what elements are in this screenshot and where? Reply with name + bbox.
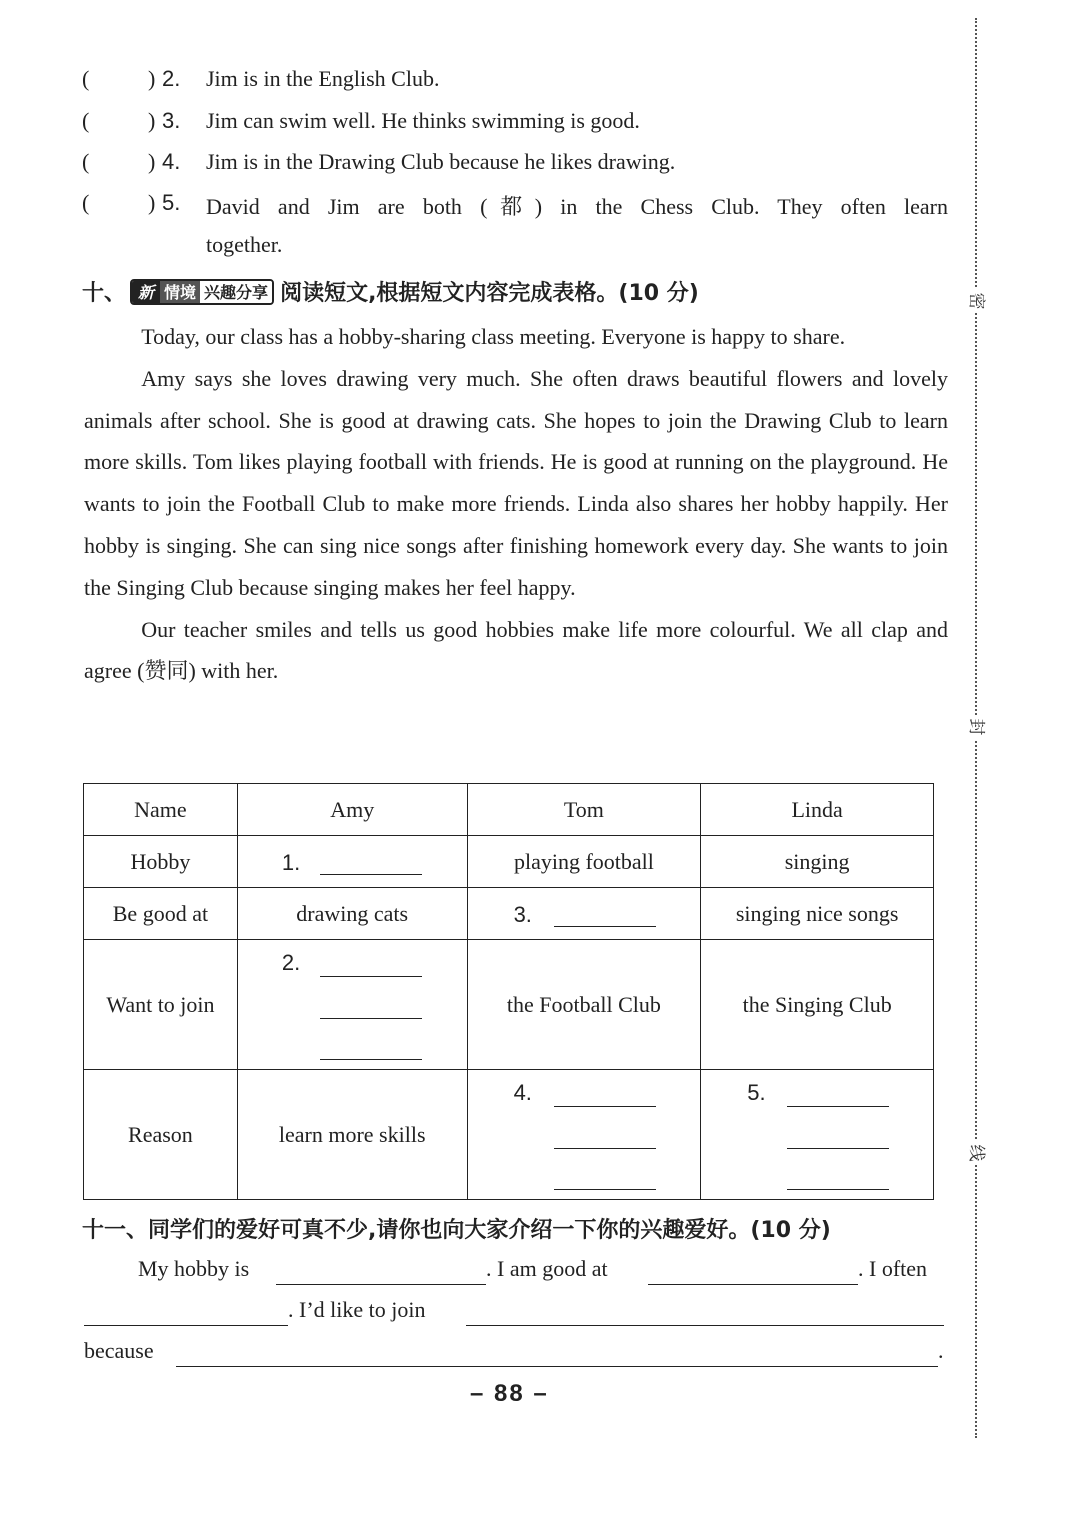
answer-line[interactable] (320, 1018, 422, 1019)
hobby-table (83, 783, 934, 1200)
answer-line[interactable] (787, 1189, 889, 1190)
item-number: 4. (162, 149, 181, 174)
tf-item-2 (82, 66, 948, 106)
table-cell: singing (701, 836, 934, 888)
blank-cell-1[interactable] (237, 836, 467, 888)
writing-text: . I’d like to join (288, 1297, 426, 1322)
writing-blank[interactable] (176, 1366, 938, 1367)
item-statement: Jim is in the Drawing Club because he likes drawing. (206, 149, 676, 174)
badge-context-label: 情境 (160, 281, 200, 303)
answer-paren-right: ) (148, 149, 156, 174)
section-number: 十、 (82, 281, 127, 306)
table-cell: the Football Club (467, 940, 701, 1070)
blank-number: 5. (747, 1080, 766, 1105)
tf-item-5 (82, 190, 948, 270)
margin-label-line: 线 (961, 1141, 991, 1165)
section-10-title (82, 276, 699, 307)
blank-number: 4. (513, 1080, 532, 1105)
row-label: Reason (84, 1070, 238, 1200)
answer-paren-left: ( (82, 149, 90, 174)
tf-item-3 (82, 108, 948, 148)
answer-line[interactable] (320, 1059, 422, 1060)
table-cell: drawing cats (237, 888, 467, 940)
blank-cell-5[interactable] (701, 1070, 934, 1200)
item-number: 3. (162, 108, 181, 133)
margin-label-seal: 密 (961, 289, 991, 313)
writing-text: My hobby is (138, 1256, 250, 1281)
header-cell: Tom (467, 784, 701, 836)
passage-paragraph-2: Amy says she loves drawing very much. She often draws beautiful flowers and lovely animals after school. She is good at drawing cats. She hopes to join the Drawing Club to learn more skills. Tom likes playing football with friends. He is good at running on the playground. He wants to join the Football Club to make more friends. Linda also shares her hobby happily. Her hobby is singing. She can sing nice songs after finishing homework every day. She wants to join the Singing Club because singing makes her feel happy. (84, 365, 948, 600)
reading-passage (84, 316, 948, 692)
answer-line[interactable] (554, 1148, 656, 1149)
blank-cell-2[interactable] (237, 940, 467, 1070)
writing-text: . I am good at (486, 1256, 608, 1281)
answer-paren-left: ( (82, 190, 90, 215)
row-label: Hobby (84, 836, 238, 888)
answer-line[interactable] (320, 976, 422, 977)
table-row-hobby (84, 836, 934, 888)
table-row-good-at (84, 888, 934, 940)
table-cell: singing nice songs (701, 888, 934, 940)
section-11-title: 十一、同学们的爱好可真不少,请你也向大家介绍一下你的兴趣爱好。(10 分) (82, 1218, 831, 1243)
blank-number: 1. (281, 850, 301, 875)
answer-paren-right: ) (148, 66, 156, 91)
writing-blank[interactable] (84, 1325, 288, 1326)
writing-text: because (84, 1338, 154, 1363)
answer-line[interactable] (787, 1148, 889, 1149)
item-statement: David and Jim are both (都) in the Chess Club. They often learn (206, 194, 948, 219)
writing-text: . I often (858, 1256, 928, 1281)
new-context-badge (130, 279, 274, 305)
writing-line-2 (84, 1297, 946, 1329)
page-number: – 88 – (470, 1380, 549, 1407)
blank-number: 3. (513, 902, 532, 927)
table-cell: playing football (467, 836, 701, 888)
item-statement: Jim can swim well. He thinks swimming is good. (206, 108, 640, 133)
answer-paren-left: ( (82, 108, 90, 133)
answer-line[interactable] (554, 1106, 656, 1107)
table-row-want-to-join (84, 940, 934, 1070)
answer-paren-left: ( (82, 66, 90, 91)
passage-paragraph-1: Today, our class has a hobby-sharing class meeting. Everyone is happy to share. (141, 324, 846, 349)
tf-item-4 (82, 149, 948, 189)
table-row-reason (84, 1070, 934, 1200)
margin-label-envelope: 封 (961, 715, 991, 739)
answer-line[interactable] (554, 1189, 656, 1190)
writing-blank[interactable] (648, 1284, 858, 1285)
section-instruction: 阅读短文,根据短文内容完成表格。(10 分) (280, 281, 699, 306)
answer-line[interactable] (787, 1106, 889, 1107)
table-header-row (84, 784, 934, 836)
item-number: 5. (162, 190, 181, 215)
writing-blank[interactable] (466, 1325, 944, 1326)
header-cell: Linda (701, 784, 934, 836)
header-cell: Name (84, 784, 238, 836)
table-cell: learn more skills (237, 1070, 467, 1200)
item-number: 2. (162, 66, 181, 91)
writing-blank[interactable] (276, 1284, 486, 1285)
answer-paren-right: ) (148, 108, 156, 133)
writing-line-3 (84, 1338, 946, 1370)
row-label: Be good at (84, 888, 238, 940)
passage-paragraph-3: Our teacher smiles and tells us good hobbies make life more colourful. We all clap and agree (赞同) with her. (84, 616, 948, 684)
writing-period: . (938, 1338, 944, 1363)
blank-cell-4[interactable] (467, 1070, 701, 1200)
blank-number: 2. (281, 950, 301, 975)
header-cell: Amy (237, 784, 467, 836)
badge-new-label: 新 (132, 281, 160, 303)
answer-line[interactable] (320, 874, 422, 875)
answer-paren-right: ) (148, 190, 156, 215)
writing-line-1 (84, 1256, 946, 1288)
table-cell: the Singing Club (701, 940, 934, 1070)
item-statement: Jim is in the English Club. (206, 66, 440, 91)
blank-cell-3[interactable] (467, 888, 701, 940)
badge-topic-label: 兴趣分享 (200, 281, 272, 303)
row-label: Want to join (84, 940, 238, 1070)
answer-line[interactable] (554, 926, 656, 927)
item-statement-continued: together. (206, 232, 283, 257)
